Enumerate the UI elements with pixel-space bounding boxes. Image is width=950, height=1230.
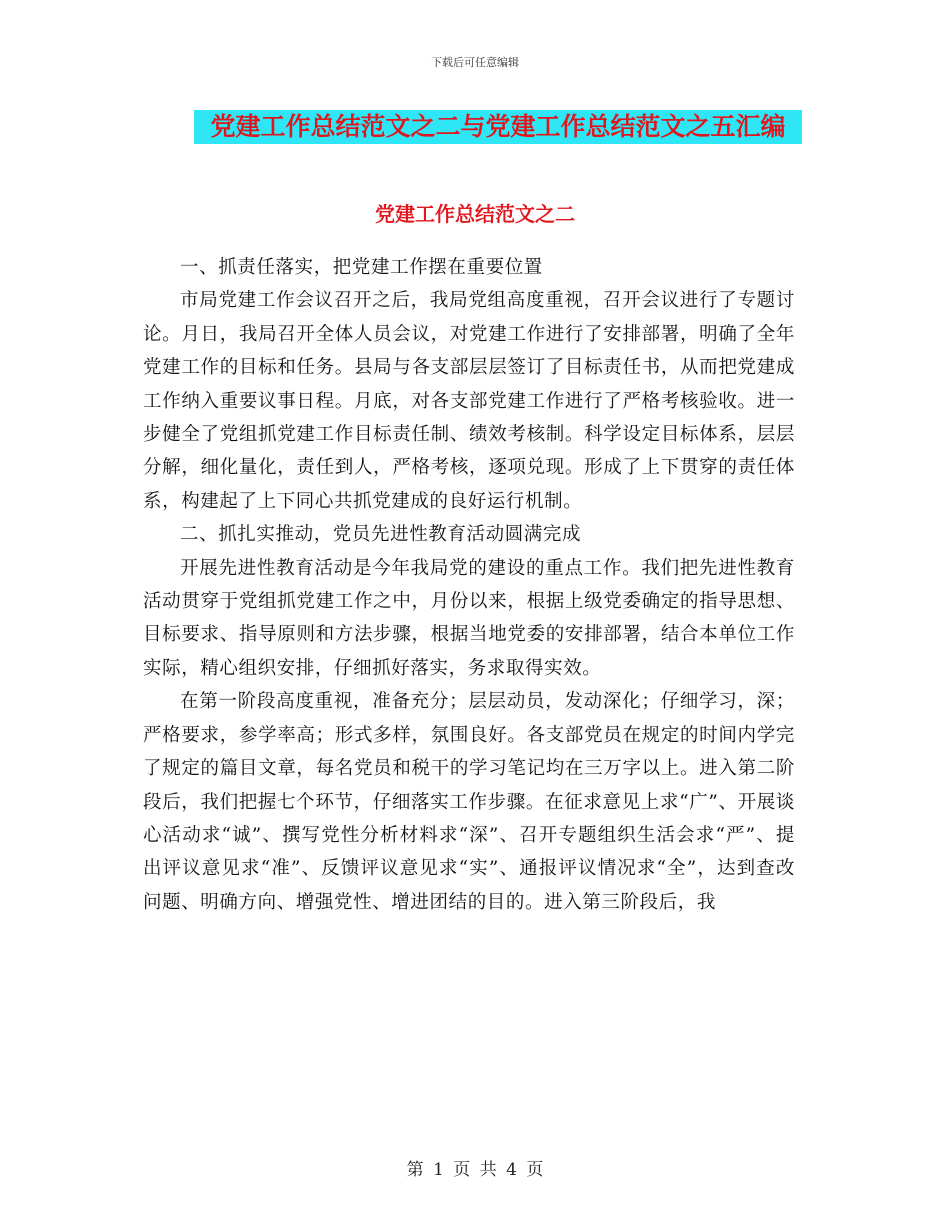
document-title: 党建工作总结范文之二与党建工作总结范文之五汇编 [194, 110, 802, 144]
document-body [143, 251, 795, 919]
header-note: 下载后可任意编辑 [431, 56, 519, 69]
section-title: 党建工作总结范文之二 [375, 202, 575, 226]
paragraph-heading-2: 二、抓扎实推动，党员先进性教育活动圆满完成 [180, 524, 582, 546]
paragraph-2: 开展先进性教育活动是今年我局党的建设的重点工作。我们把先进性教育活动贯穿于党组抓党建工作之中，月份以来，根据上级党委确定的指导思想、目标要求、指导原则和方法步骤，根据当地党委的安排部署，结合本单位工作实际，精心组织安排，仔细抓好落实，务求取得实效。 [143, 557, 795, 679]
paragraph-heading-1: 一、抓责任落实，把党建工作摆在重要位置 [180, 257, 543, 278]
paragraph-3: 在第一阶段高度重视，准备充分；层层动员，发动深化；仔细学习，深；严格要求，参学率高；形式多样，氛围良好。各支部党员在规定的时间内学完了规定的篇目文章，每名党员和税干的学习笔记均在三万字以上。进入第二阶段后，我们把握七个环节，仔细落实工作步骤。在征求意见上求“广”、开展谈心活动求“诚”、撰写党性分析材料求“深”、召开专题组织生活会求“严”、提出评议意见求“准”、反馈评议意见求“实”、通报评议情况求“全”，达到查改问题、明确方向、增强党性、增进团结的目的。进入第三阶段后，我 [143, 691, 795, 913]
page-footer: 第 1 页 共 4 页 [406, 1160, 544, 1180]
paragraph-1: 市局党建工作会议召开之后，我局党组高度重视，召开会议进行了专题讨论。月日，我局召开全体人员会议，对党建工作进行了安排部署，明确了全年党建工作的目标和任务。县局与各支部层层签订了目标责任书，从而把党建成工作纳入重要议事日程。月底，对各支部党建工作进行了严格考核验收。进一步健全了党组抓党建工作目标责任制、绩效考核制。科学设定目标体系，层层分解，细化量化，责任到人，严格考核，逐项兑现。形成了上下贯穿的责任体系，构建起了上下同心共抓党建成的良好运行机制。 [143, 290, 795, 512]
